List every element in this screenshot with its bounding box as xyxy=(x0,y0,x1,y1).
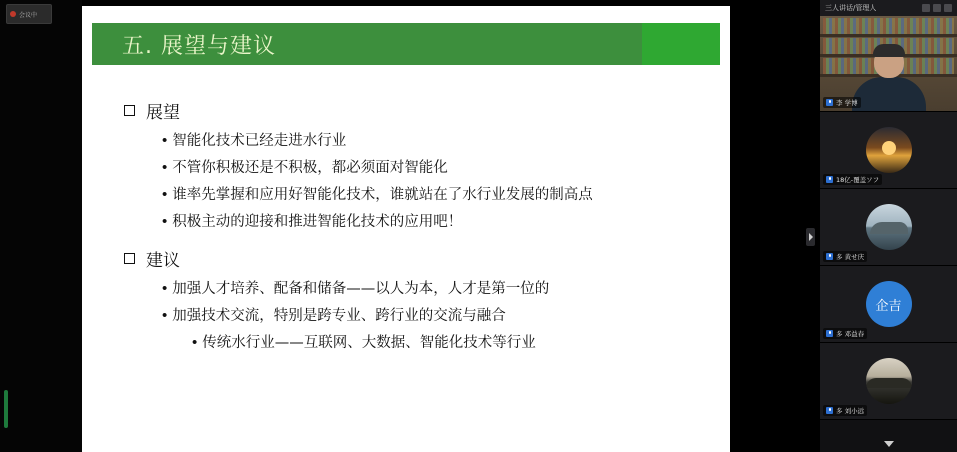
participant-name: 多 邓益春 xyxy=(836,330,865,338)
participant-tile[interactable] xyxy=(820,266,957,343)
dot-bullet-icon: • xyxy=(162,279,168,297)
slide-heading xyxy=(124,98,696,123)
slide-bullet xyxy=(192,334,696,352)
record-dot-icon xyxy=(10,11,16,17)
microphone-icon xyxy=(826,176,833,183)
dot-bullet-icon: • xyxy=(162,159,168,177)
ridge-shape xyxy=(866,378,912,388)
slide-bullet xyxy=(162,307,696,325)
person-hair xyxy=(873,44,905,57)
square-bullet-icon xyxy=(124,253,135,264)
participant-tile[interactable] xyxy=(820,343,957,420)
dot-bullet-icon: • xyxy=(162,213,168,231)
participant-name-badge xyxy=(823,251,867,262)
hill-shape xyxy=(870,222,908,234)
avatar xyxy=(866,204,912,250)
sun-icon xyxy=(882,141,896,155)
dot-bullet-icon: • xyxy=(192,333,198,351)
microphone-icon xyxy=(826,99,833,106)
grid-icon[interactable] xyxy=(922,4,930,12)
shelf-line xyxy=(820,34,957,37)
slide-bullet-text: 传统水行业——互联网、大数据、智能化技术等行业 xyxy=(202,334,536,351)
dot-bullet-icon: • xyxy=(162,186,168,204)
slide-bullet-text: 不管你积极还是不积极，都必须面对智能化 xyxy=(172,160,448,177)
slide-bullet-text: 积极主动的迎接和推进智能化技术的应用吧！ xyxy=(172,214,463,231)
square-bullet-icon xyxy=(124,105,135,116)
avatar xyxy=(866,127,912,173)
collapse-panel-button[interactable] xyxy=(806,228,815,246)
progress-indicator xyxy=(4,390,8,428)
participant-name-badge xyxy=(823,174,882,185)
host-app-strip xyxy=(0,0,82,452)
mini-window-label: 会议中 xyxy=(19,12,38,19)
layout-icon[interactable] xyxy=(933,4,941,12)
slide-body xyxy=(82,84,730,444)
chevron-down-icon xyxy=(884,441,894,447)
microphone-icon xyxy=(826,253,833,260)
shared-screen[interactable] xyxy=(82,6,730,452)
slide-bullet xyxy=(162,213,696,231)
slide-bullet-text: 加强技术交流，特别是跨专业、跨行业的交流与融合 xyxy=(172,307,506,324)
rail-header-title: 三人讲话/管理人 xyxy=(825,4,877,12)
participant-rail xyxy=(820,0,957,452)
slide-heading-label: 展望 xyxy=(146,103,180,123)
slide-bullet-text: 谁率先掌握和应用好智能化技术，谁就站在了水行业发展的制高点 xyxy=(172,187,593,204)
rail-header[interactable] xyxy=(820,0,957,16)
slide-bullet xyxy=(162,159,696,177)
slide-bullet-text: 智能化技术已经走进水行业 xyxy=(172,133,347,149)
participant-tile[interactable] xyxy=(820,112,957,189)
bookshelf-row xyxy=(823,18,954,34)
mini-meeting-window[interactable] xyxy=(6,4,52,24)
avatar-initials: 企吉 xyxy=(875,298,902,314)
dot-bullet-icon: • xyxy=(162,132,168,149)
participant-name: 多 黄せ庆 xyxy=(836,253,865,261)
participant-name-badge xyxy=(823,328,867,339)
slide-title: 五. 展望与建议 xyxy=(122,33,276,59)
participant-name-badge xyxy=(823,405,867,416)
chevron-right-icon xyxy=(809,233,813,241)
avatar xyxy=(866,358,912,404)
slide-title-band xyxy=(92,23,720,65)
dot-bullet-icon: • xyxy=(162,306,168,324)
slide-bullet-text: 加强人才培养、配备和储备——以人为本，人才是第一位的 xyxy=(172,280,550,297)
microphone-icon xyxy=(826,330,833,337)
slide-title-accent xyxy=(642,23,720,65)
slide-bullet xyxy=(162,186,696,204)
participant-name: 李 学博 xyxy=(836,99,858,107)
more-icon[interactable] xyxy=(944,4,952,12)
slide-heading xyxy=(124,246,696,271)
slide-canvas xyxy=(82,6,730,452)
person-body xyxy=(852,77,926,111)
slide-heading-label: 建议 xyxy=(146,250,180,271)
rail-header-icons[interactable] xyxy=(922,4,952,12)
participant-name-badge xyxy=(823,97,861,108)
slide-bullet xyxy=(162,132,696,150)
participant-name: 多 刘小远 xyxy=(836,407,865,415)
scroll-down-button[interactable] xyxy=(820,436,957,452)
microphone-icon xyxy=(826,407,833,414)
slide-bullet xyxy=(162,280,696,298)
participant-tile[interactable] xyxy=(820,189,957,266)
avatar xyxy=(866,281,912,327)
participant-tile[interactable] xyxy=(820,16,957,112)
participant-name: 18亿-覆盖ソフ xyxy=(836,176,880,184)
